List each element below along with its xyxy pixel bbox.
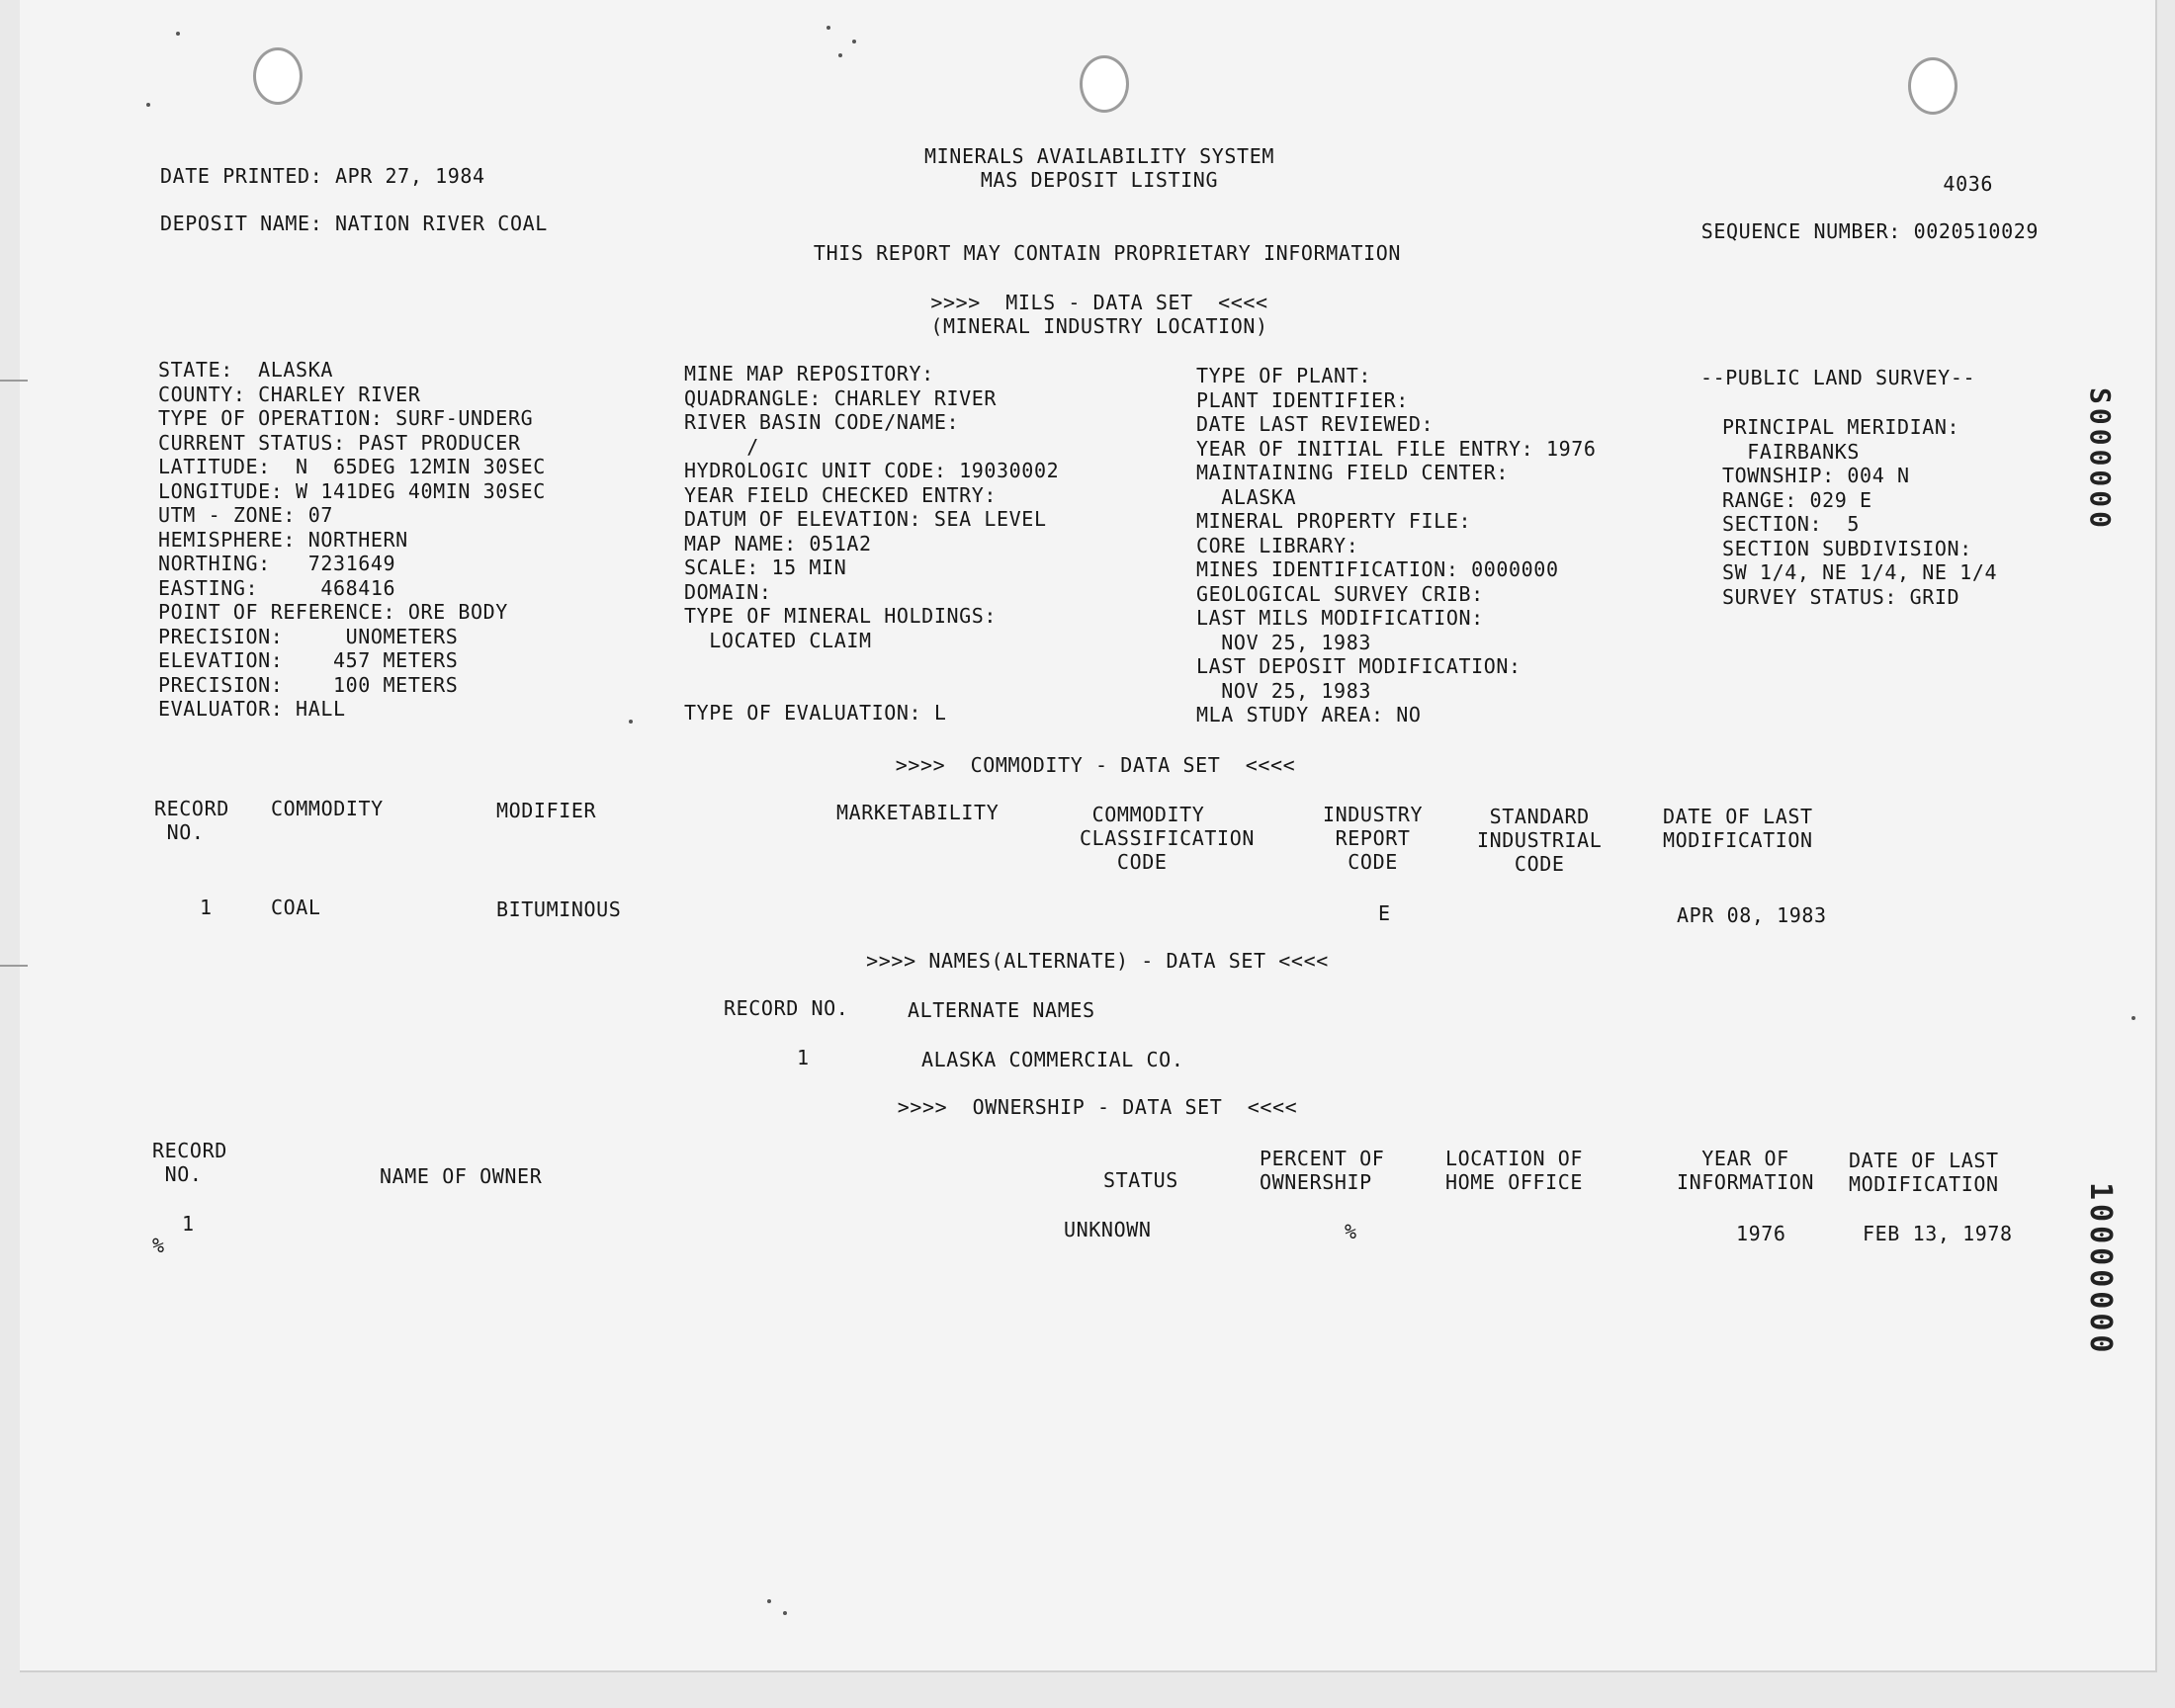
survey-field: PRINCIPAL MERIDIAN:	[1722, 415, 1960, 439]
geography-field: YEAR FIELD CHECKED ENTRY:	[684, 482, 998, 507]
page-number: 4036	[1943, 172, 1993, 196]
names-record-no: 1	[797, 1046, 810, 1069]
location-field: STATE: ALASKA	[158, 358, 333, 382]
public-land-survey-title: --PUBLIC LAND SURVEY--	[1700, 366, 1976, 389]
sequence-number: SEQUENCE NUMBER: 0020510029	[1700, 219, 2039, 243]
speck-mark	[176, 32, 180, 36]
location-field: TYPE OF OPERATION: SURF-UNDERG	[158, 406, 534, 430]
listing-title: MAS DEPOSIT LISTING	[980, 168, 1219, 192]
location-field: COUNTY: CHARLEY RIVER	[158, 382, 421, 406]
admin-field: PLANT IDENTIFIER:	[1196, 387, 1409, 412]
admin-field: YEAR OF INITIAL FILE ENTRY: 1976	[1196, 436, 1597, 461]
survey-field: SECTION SUBDIVISION:	[1722, 536, 1972, 560]
commodity-date: APR 08, 1983	[1677, 903, 1827, 927]
admin-field: DATE LAST REVIEWED:	[1196, 412, 1435, 436]
ownership-header-date: DATE OF LAST MODIFICATION	[1849, 1149, 1999, 1196]
geography-field: HYDROLOGIC UNIT CODE: 19030002	[684, 459, 1060, 482]
ownership-year: 1976	[1736, 1222, 1786, 1245]
admin-field: CORE LIBRARY:	[1196, 533, 1359, 557]
geography-field: RIVER BASIN CODE/NAME:	[684, 410, 960, 434]
deposit-name: DEPOSIT NAME: NATION RIVER COAL	[160, 212, 548, 235]
punch-hole-left	[253, 47, 303, 105]
document-page	[20, 0, 2157, 1672]
date-printed: DATE PRINTED: APR 27, 1984	[160, 164, 485, 188]
punch-hole-center	[1080, 55, 1129, 113]
survey-field: TOWNSHIP: 004 N	[1722, 464, 1910, 487]
geography-field: LOCATED CLAIM	[684, 628, 872, 652]
location-field: CURRENT STATUS: PAST PRODUCER	[158, 430, 521, 455]
commodity-header-industry: INDUSTRY REPORT CODE	[1323, 803, 1424, 874]
admin-field: MLA STUDY AREA: NO	[1196, 703, 1422, 726]
commodity-title: >>>> COMMODITY - DATA SET <<<<	[895, 753, 1296, 777]
names-title: >>>> NAMES(ALTERNATE) - DATA SET <<<<	[866, 949, 1329, 973]
ownership-status: UNKNOWN	[1064, 1218, 1152, 1241]
location-field: LATITUDE: N 65DEG 12MIN 30SEC	[158, 455, 546, 478]
speck-mark	[146, 103, 150, 107]
location-field: PRECISION: 100 METERS	[158, 672, 459, 697]
location-field: EVALUATOR: HALL	[158, 697, 346, 721]
location-field: NORTHING: 7231649	[158, 552, 396, 575]
admin-field: LAST MILS MODIFICATION:	[1196, 606, 1484, 630]
margin-stamp-lower: 10000000	[2083, 1182, 2118, 1357]
commodity-industry-code: E	[1378, 901, 1391, 925]
names-header-record: RECORD NO.	[724, 996, 849, 1020]
location-field: EASTING: 468416	[158, 575, 396, 600]
speck-mark	[2132, 1016, 2135, 1020]
geography-field: MAP NAME: 051A2	[684, 531, 872, 555]
speck-mark	[767, 1599, 771, 1603]
ownership-header-location: LOCATION OF HOME OFFICE	[1445, 1147, 1584, 1194]
ownership-date: FEB 13, 1978	[1863, 1222, 2013, 1245]
speck-mark	[783, 1611, 787, 1615]
location-field: PRECISION: UNOMETERS	[158, 624, 459, 648]
location-field: HEMISPHERE: NORTHERN	[158, 527, 408, 552]
alternate-name: ALASKA COMMERCIAL CO.	[921, 1048, 1184, 1071]
speck-mark	[838, 53, 842, 57]
geography-field: DOMAIN:	[684, 579, 772, 604]
survey-field: FAIRBANKS	[1722, 439, 1861, 464]
ownership-header-percent: PERCENT OF OWNERSHIP	[1260, 1147, 1385, 1194]
admin-field: GEOLOGICAL SURVEY CRIB:	[1196, 581, 1484, 606]
admin-field: LAST DEPOSIT MODIFICATION:	[1196, 654, 1522, 678]
mils-title: >>>> MILS - DATA SET <<<<	[930, 291, 1268, 314]
admin-field: NOV 25, 1983	[1196, 678, 1371, 703]
geography-field: MINE MAP REPOSITORY:	[684, 362, 934, 385]
commodity-header-date: DATE OF LAST MODIFICATION	[1663, 805, 1813, 852]
survey-field: SW 1/4, NE 1/4, NE 1/4	[1722, 560, 1998, 584]
admin-field: ALASKA	[1196, 484, 1297, 509]
speck-mark	[629, 720, 633, 724]
commodity-header-commodity: COMMODITY	[271, 797, 384, 820]
speck-mark	[852, 40, 856, 43]
admin-field: MINES IDENTIFICATION: 0000000	[1196, 557, 1559, 581]
geography-field: DATUM OF ELEVATION: SEA LEVEL	[684, 507, 1047, 531]
admin-field: MAINTAINING FIELD CENTER:	[1196, 461, 1510, 484]
commodity-header-classification: COMMODITY CLASSIFICATION CODE	[1080, 803, 1255, 874]
ownership-header-year: YEAR OF INFORMATION	[1677, 1147, 1815, 1194]
location-field: LONGITUDE: W 141DEG 40MIN 30SEC	[158, 478, 546, 503]
commodity-name: COAL	[271, 896, 321, 919]
geography-field: /	[684, 434, 759, 459]
geography-field: SCALE: 15 MIN	[684, 555, 847, 579]
punch-hole-right	[1908, 57, 1958, 115]
margin-stamp-upper: S000000	[2084, 387, 2117, 533]
survey-field: RANGE: 029 E	[1722, 487, 1872, 512]
admin-field: TYPE OF PLANT:	[1196, 364, 1371, 387]
commodity-header-record: RECORD NO.	[154, 797, 229, 844]
ownership-record-no: 1	[182, 1212, 195, 1236]
names-header-names: ALTERNATE NAMES	[908, 998, 1095, 1022]
ownership-header-name: NAME OF OWNER	[380, 1164, 543, 1188]
proprietary-notice: THIS REPORT MAY CONTAIN PROPRIETARY INFORMATION	[813, 241, 1402, 265]
admin-field: MINERAL PROPERTY FILE:	[1196, 509, 1472, 533]
ownership-record-mark: %	[152, 1234, 165, 1257]
scan-edge-mark	[0, 380, 28, 382]
commodity-header-marketability: MARKETABILITY	[836, 801, 1000, 824]
geography-field: TYPE OF EVALUATION: L	[684, 701, 947, 725]
mils-subtitle: (MINERAL INDUSTRY LOCATION)	[930, 314, 1268, 338]
commodity-record-no: 1	[200, 896, 213, 919]
admin-field: NOV 25, 1983	[1196, 630, 1371, 654]
ownership-percent: %	[1345, 1220, 1357, 1243]
commodity-header-modifier: MODIFIER	[496, 799, 597, 822]
ownership-header-status: STATUS	[1103, 1168, 1178, 1192]
geography-field: TYPE OF MINERAL HOLDINGS:	[684, 604, 998, 628]
commodity-modifier: BITUMINOUS	[496, 897, 622, 921]
commodity-header-sic: STANDARD INDUSTRIAL CODE	[1477, 805, 1603, 876]
location-field: UTM - ZONE: 07	[158, 503, 333, 527]
location-field: POINT OF REFERENCE: ORE BODY	[158, 600, 508, 624]
ownership-header-record: RECORD NO.	[152, 1139, 227, 1186]
ownership-title: >>>> OWNERSHIP - DATA SET <<<<	[897, 1095, 1298, 1119]
survey-field: SURVEY STATUS: GRID	[1722, 584, 1960, 609]
geography-field: QUADRANGLE: CHARLEY RIVER	[684, 385, 998, 410]
system-title: MINERALS AVAILABILITY SYSTEM	[924, 144, 1274, 168]
speck-mark	[826, 26, 830, 30]
scan-edge-mark	[0, 965, 28, 967]
location-field: ELEVATION: 457 METERS	[158, 648, 459, 672]
survey-field: SECTION: 5	[1722, 512, 1861, 536]
